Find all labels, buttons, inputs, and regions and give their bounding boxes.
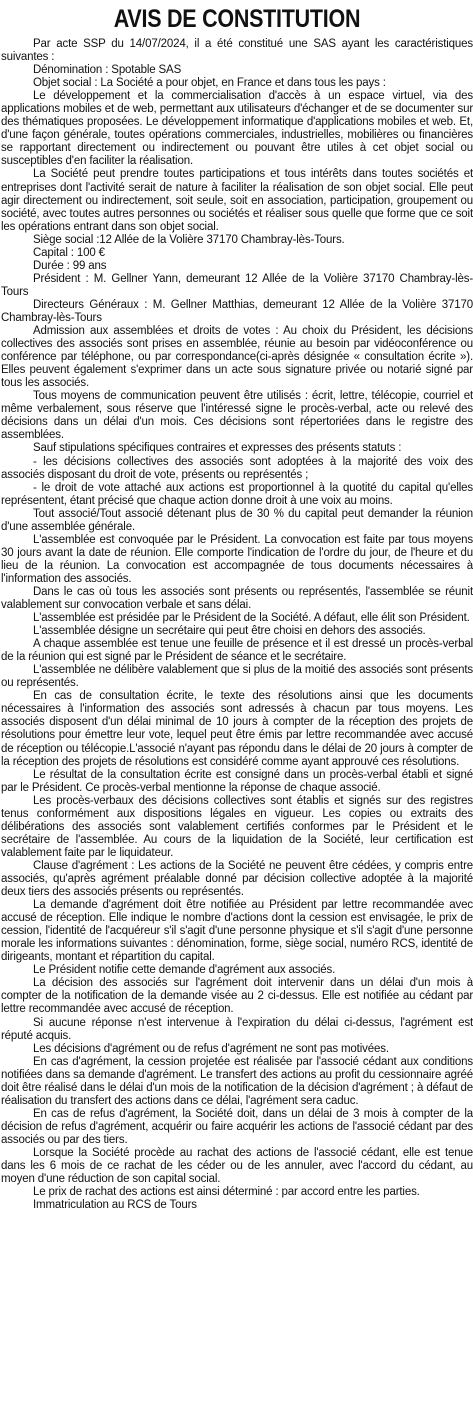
paragraph-presidence-assemblee: L'assemblée est présidée par le Président de la Société. A défaut, elle élit son Président. — [33, 612, 470, 625]
paragraph-siege-social: Siège social :12 Allée de la Volière 37170 Chambray-lès-Tours. — [33, 233, 345, 246]
paragraph-majorite: - les décisions collectives des associés sont adoptées à la majorité des voix des associés disposant du droit de vote, présents ou représentés ; — [1, 455, 473, 481]
paragraph-stipulations: Sauf stipulations spécifiques contraires et expresses des présents statuts : — [33, 442, 402, 455]
paragraph-capital: Capital : 100 € — [33, 246, 105, 259]
paragraph-convocation: L'assemblée est convoquée par le Président. La convocation est faite par tous moyens 30 jours avant la date de réunion. Elle comporte l'indication de l'ordre du jour, de l'heure et du lieu de la réunion. La convocation est accompagnée de tous documents nécessaires à l'information des associés. — [1, 533, 473, 585]
paragraph-clause-agrement: Clause d'agrément : Les actions de la Société ne peuvent être cédées, y compris entre associés, qu'après agrément préalable donné par décision collective adoptée à la majorité deux tiers des associés présents ou représentés. — [1, 859, 473, 899]
paragraph-convocation-verbale: Dans le cas où tous les associés sont présents ou représentés, l'assemblée se réunit valablement sur convocation verbale et sans délai. — [1, 585, 473, 612]
paragraph-admission-assemblees: Admission aux assemblées et droits de votes : Au choix du Président, les décisions collectives des associés sont prises en assemblée, réunie au besoin par vidéoconférence ou conférence par téléphone, ou par correspondance(ci-après désignée « consultation écrite »). Elles peuvent également s'exprimer dans un acte sous signature privée ou notarié signé par tous les associés. — [1, 325, 473, 390]
notice-body — [1, 38, 473, 1212]
paragraph-notification-president: Le Président notifie cette demande d'agrément aux associés. — [33, 964, 336, 977]
paragraph-refus-agrement: En cas de refus d'agrément, la Société doit, dans un délai de 3 mois à compter de la décision de refus d'agrément, acquérir ou faire acquérir les actions de l'associé cédant par des associés ou par des tiers. — [1, 1107, 473, 1146]
paragraph-feuille-presence: A chaque assemblée est tenue une feuille de présence et il est dressé un procès-verbal de la réunion qui est signé par le Président de séance et le secrétaire. — [1, 638, 473, 664]
paragraph-immatriculation: Immatriculation au RCS de Tours — [33, 1199, 197, 1212]
paragraph-cas-agrement: En cas d'agrément, la cession projetée est réalisée par l'associé cédant aux conditions notifiées dans sa demande d'agrément. Le transfert des actions au profit du cessionnaire agréé doit être réalisé dans le délai d'un mois de la notification de la décision d'agrément ; à défaut de réalisation du transfert des actions dans ce délai, l'agrément sera caduc. — [1, 1055, 473, 1107]
paragraph-prix-rachat: Le prix de rachat des actions est ainsi déterminé : par accord entre les parties. — [33, 1186, 420, 1199]
paragraph-duree: Durée : 99 ans — [33, 259, 107, 272]
paragraph-president: Président : M. Gellner Yann, demeurant 12 Allée de la Volière 37170 Chambray-lès-Tours — [1, 272, 473, 298]
paragraph-proces-verbaux: Les procès-verbaux des décisions collectives sont établis et signés sur des registres tenus conformément aux dispositions légales en vigueur. Les copies ou extraits des délibérations des associés sont valablement certifiés conformes par le Président et le secrétaire de l'assemblée. Au cours de la liquidation de la Société, leur certification est valablement faite par le liquidateur. — [1, 794, 473, 859]
paragraph-resultat-consultation: Le résultat de la consultation écrite est consigné dans un procès-verbal établi et signé par le Président. Ce procès-verbal mentionne la réponse de chaque associé. — [1, 768, 473, 794]
paragraph-agrement-repute-acquis: Si aucune réponse n'est intervenue à l'expiration du délai ci-dessus, l'agrément est réputé acquis. — [1, 1016, 473, 1042]
paragraph-demande-agrement: La demande d'agrément doit être notifiée au Président par lettre recommandée avec accusé de réception. Elle indique le nombre d'actions dont la cession est envisagée, le prix de cession, l'identité de l'acquéreur s'il s'agit d'une personne physique et s'il s'agit d'une personne morale les informations suivantes : dénomination, forme, siège social, numéro RCS, identité de dirigeants, montant et répartition du capital. — [1, 899, 473, 964]
paragraph-decisions-non-motivees: Les décisions d'agrément ou de refus d'agrément ne sont pas motivées. — [33, 1042, 389, 1055]
paragraph-intro: Par acte SSP du 14/07/2024, il a été constitué une SAS ayant les caractéristiques suivantes : — [1, 38, 473, 64]
paragraph-denomination: Dénomination : Spotable SAS — [33, 64, 182, 77]
paragraph-rachat-actions: Lorsque la Société procède au rachat des actions de l'associé cédant, elle est tenue dans les 6 mois de ce rachat de les céder ou de les annuler, avec l'accord du cédant, au moyen d'une réduction de son capital social. — [1, 1146, 473, 1186]
paragraph-secretaire: L'assemblée désigne un secrétaire qui peut être choisi en dehors des associés. — [33, 625, 426, 638]
paragraph-droit-de-vote: - le droit de vote attaché aux actions est proportionnel à la quotité du capital qu'elles représentent, étant précisé que chaque action donne droit à une voix au moins. — [1, 481, 473, 507]
paragraph-objet-social: Objet social : La Société a pour objet, en France et dans tous les pays : — [33, 77, 386, 90]
paragraph-participations: La Société peut prendre toutes participations et tous intérêts dans toutes sociétés et entreprises dont l'activité serait de nature à faciliter la réalisation de son objet social. Elle peut agir directement ou indirectement, soit seule, soit en association, participation, groupement ou société, avec toutes autres personnes ou sociétés et réaliser sous quelle que forme que ce soit les opérations entrant dans son objet social. — [1, 168, 473, 233]
paragraph-consultation-ecrite: En cas de consultation écrite, le texte des résolutions ainsi que les documents nécessaires à l'information des associés sont adressés à chacun par tous moyens. Les associés disposent d'un délai minimal de 10 jours à compter de la réception des projets de résolutions pour émettre leur vote, lequel peut être émis par lettre recommandée avec accusé de réception ou télécopie.L'associé n'ayant pas répondu dans le délai de 20 jours à compter de la réception des projets de résolutions est considéré comme ayant approuvé ces résolutions. — [1, 690, 473, 768]
notice-title: AVIS DE CONSTITUTION — [113, 5, 361, 33]
paragraph-moyens-communication: Tous moyens de communication peuvent être utilisés : écrit, lettre, télécopie, courriel et même verbalement, sous réserve que l'intéressé signe le procès-verbal, acte ou relevé des décisions dans un délai d'un mois. Ces décisions sont répertoriées dans le registre des assemblées. — [1, 390, 473, 442]
paragraph-quorum: L'assemblée ne délibère valablement que si plus de la moitié des associés sont présents ou représentés. — [1, 664, 473, 690]
paragraph-reunion-ag: Tout associé/Tout associé détenant plus de 30 % du capital peut demander la réunion d'une assemblée générale. — [1, 507, 473, 533]
paragraph-directeurs-generaux: Directeurs Généraux : M. Gellner Matthias, demeurant 12 Allée de la Volière 37170 Chambray-lès-Tours — [1, 298, 473, 324]
paragraph-objet-detail: Le développement et la commercialisation d'accès à un espace virtuel, via des applications mobiles et de web, permettant aux utilisateurs d'échanger et de se documenter sur des thématiques proposées. Le développement informatique d'applications mobiles et web. Et, d'une façon générale, toutes opérations commerciales, industrielles, mobilières ou financières se rapportant directement ou indirectement ou pouvant être utiles à cet objet social ou susceptibles d'en faciliter la réalisation. — [1, 90, 473, 168]
paragraph-decision-agrement: La décision des associés sur l'agrément doit intervenir dans un délai d'un mois à compter de la notification de la demande visée au 2 ci-dessus. Elle est notifiée au cédant par lettre recommandée avec accusé de réception. — [1, 977, 473, 1016]
